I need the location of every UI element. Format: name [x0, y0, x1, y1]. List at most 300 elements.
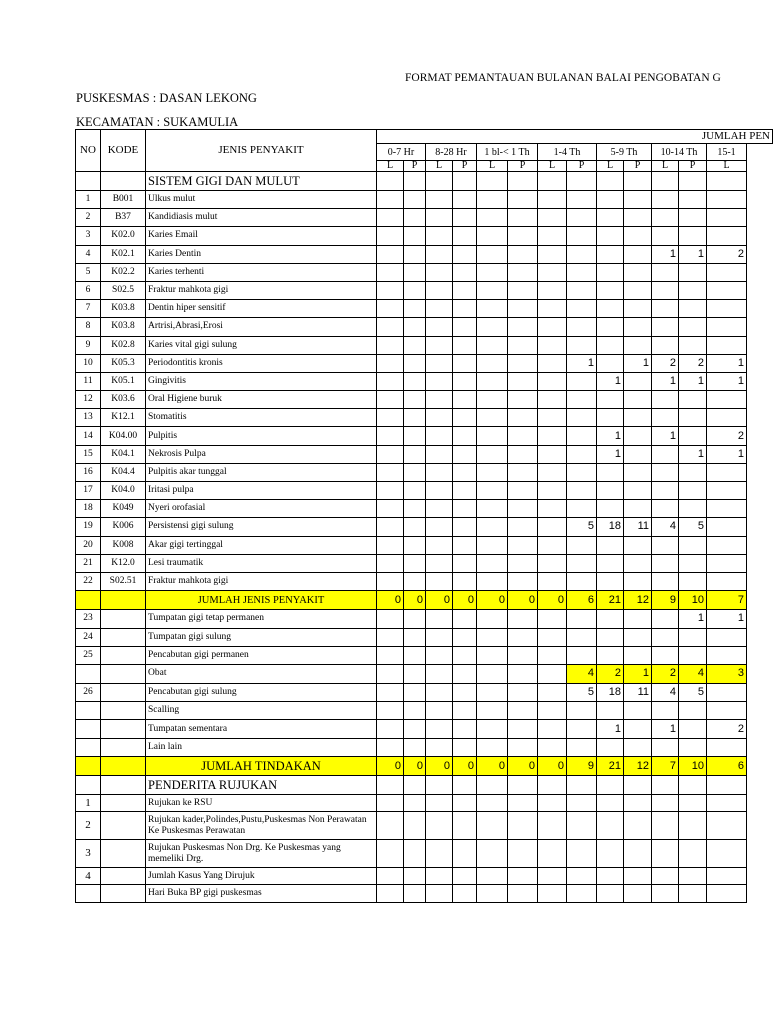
value-cell	[477, 191, 508, 209]
value-cell	[477, 554, 508, 572]
value-cell	[679, 336, 707, 354]
value-cell	[652, 227, 679, 245]
empty-cell	[101, 720, 146, 738]
row-no: 12	[76, 391, 101, 409]
disease-row	[76, 445, 773, 463]
value-cell	[679, 172, 707, 191]
value-cell	[477, 263, 508, 281]
value-cell: 0	[538, 591, 567, 610]
value-cell	[624, 738, 652, 756]
value-cell	[453, 354, 477, 372]
value-cell	[707, 227, 747, 245]
value-cell: 21	[597, 591, 624, 610]
header-p: P	[679, 161, 707, 172]
value-cell: 0	[404, 591, 426, 610]
action-row	[76, 646, 773, 664]
row-name: Tumpatan gigi sulung	[146, 628, 377, 646]
value-cell	[652, 646, 679, 664]
value-cell	[404, 554, 426, 572]
disease-row	[76, 391, 773, 409]
referral-row	[76, 812, 773, 840]
value-cell: 0	[426, 757, 453, 776]
value-cell	[426, 702, 453, 720]
value-cell	[707, 191, 747, 209]
row-no: 22	[76, 572, 101, 590]
value-cell	[652, 840, 679, 868]
value-cell	[404, 812, 426, 840]
value-cell: 2	[652, 354, 679, 372]
value-cell	[597, 245, 624, 263]
value-cell	[707, 281, 747, 299]
value-cell	[652, 209, 679, 227]
value-cell	[567, 840, 597, 868]
value-cell	[477, 610, 508, 628]
value-cell: 1	[597, 427, 624, 445]
header-age-group: 15-1	[707, 144, 747, 161]
value-cell	[477, 812, 508, 840]
value-cell	[477, 427, 508, 445]
row-name: Nekrosis Pulpa	[146, 445, 377, 463]
value-cell	[377, 812, 404, 840]
row-name: Nyeri orofasial	[146, 500, 377, 518]
value-cell	[652, 172, 679, 191]
value-cell	[477, 536, 508, 554]
value-cell	[538, 610, 567, 628]
row-kode: K04.4	[101, 463, 146, 481]
row-kode: K008	[101, 536, 146, 554]
value-cell	[453, 795, 477, 812]
value-cell: 0	[453, 757, 477, 776]
value-cell	[508, 738, 538, 756]
value-cell	[624, 463, 652, 481]
disease-row	[76, 409, 773, 427]
value-cell	[404, 702, 426, 720]
value-cell	[404, 665, 426, 683]
value-cell	[707, 554, 747, 572]
value-cell	[624, 720, 652, 738]
empty-cell	[101, 591, 146, 610]
value-cell	[567, 263, 597, 281]
value-cell	[377, 227, 404, 245]
value-cell	[426, 840, 453, 868]
value-cell	[453, 391, 477, 409]
disease-row	[76, 281, 773, 299]
value-cell	[508, 840, 538, 868]
value-cell	[652, 554, 679, 572]
value-cell	[707, 463, 747, 481]
empty-cell	[101, 610, 146, 628]
value-cell	[426, 776, 453, 795]
row-name: Gingivitis	[146, 372, 377, 390]
row-kode: B001	[101, 191, 146, 209]
value-cell	[624, 628, 652, 646]
value-cell	[377, 336, 404, 354]
value-cell	[567, 409, 597, 427]
header-jumlah: JUMLAH PEN	[377, 130, 773, 144]
value-cell	[477, 776, 508, 795]
value-cell	[624, 776, 652, 795]
value-cell	[404, 628, 426, 646]
action-row	[76, 738, 773, 756]
value-cell	[567, 482, 597, 500]
empty-cell	[101, 812, 146, 840]
value-cell: 18	[597, 518, 624, 536]
disease-row	[76, 536, 773, 554]
value-cell	[624, 554, 652, 572]
value-cell	[567, 300, 597, 318]
value-cell	[679, 776, 707, 795]
value-cell	[426, 683, 453, 701]
value-cell	[597, 776, 624, 795]
value-cell	[538, 776, 567, 795]
value-cell	[538, 263, 567, 281]
value-cell	[624, 372, 652, 390]
value-cell	[508, 683, 538, 701]
referral-row	[76, 795, 773, 812]
value-cell: 0	[426, 591, 453, 610]
value-cell	[377, 646, 404, 664]
value-cell	[477, 372, 508, 390]
value-cell	[538, 318, 567, 336]
value-cell	[652, 281, 679, 299]
value-cell	[597, 554, 624, 572]
value-cell	[538, 372, 567, 390]
value-cell	[477, 720, 508, 738]
row-name: Hari Buka BP gigi puskesmas	[146, 885, 377, 903]
row-name: Karies vital gigi sulung	[146, 336, 377, 354]
value-cell	[679, 628, 707, 646]
disease-row	[76, 336, 773, 354]
value-cell	[508, 336, 538, 354]
value-cell: 0	[477, 757, 508, 776]
value-cell	[679, 840, 707, 868]
value-cell	[597, 172, 624, 191]
value-cell	[652, 795, 679, 812]
header-p: P	[508, 161, 538, 172]
value-cell	[597, 482, 624, 500]
header-l: L	[477, 161, 508, 172]
value-cell	[707, 776, 747, 795]
row-kode: K05.1	[101, 372, 146, 390]
value-cell	[426, 885, 453, 903]
value-cell	[707, 172, 747, 191]
value-cell	[404, 840, 426, 868]
row-name: Dentin hiper sensitif	[146, 300, 377, 318]
value-cell	[652, 812, 679, 840]
value-cell	[538, 427, 567, 445]
value-cell	[538, 445, 567, 463]
section-row	[76, 172, 773, 191]
value-cell	[426, 463, 453, 481]
value-cell	[679, 868, 707, 885]
value-cell	[624, 336, 652, 354]
action-row	[76, 610, 773, 628]
value-cell	[377, 885, 404, 903]
report-table-viewport	[75, 129, 770, 925]
row-name: Fraktur mahkota gigi	[146, 281, 377, 299]
value-cell	[453, 281, 477, 299]
value-cell	[538, 738, 567, 756]
value-cell	[404, 646, 426, 664]
value-cell	[453, 536, 477, 554]
value-cell	[652, 463, 679, 481]
value-cell: 0	[477, 591, 508, 610]
value-cell	[624, 868, 652, 885]
value-cell	[538, 482, 567, 500]
value-cell	[426, 628, 453, 646]
value-cell	[679, 885, 707, 903]
value-cell	[707, 572, 747, 590]
value-cell	[679, 738, 707, 756]
value-cell	[679, 409, 707, 427]
value-cell	[707, 683, 747, 701]
value-cell	[538, 840, 567, 868]
value-cell: 1	[652, 372, 679, 390]
row-name: Rujukan ke RSU	[146, 795, 377, 812]
value-cell	[404, 720, 426, 738]
row-no: 11	[76, 372, 101, 390]
value-cell	[426, 427, 453, 445]
value-cell	[567, 227, 597, 245]
value-cell	[652, 409, 679, 427]
value-cell	[453, 554, 477, 572]
value-cell	[624, 245, 652, 263]
value-cell	[377, 683, 404, 701]
value-cell: 1	[624, 665, 652, 683]
value-cell: 1	[707, 354, 747, 372]
value-cell	[567, 795, 597, 812]
value-cell	[477, 572, 508, 590]
value-cell: 2	[707, 427, 747, 445]
value-cell: 1	[624, 354, 652, 372]
value-cell: 0	[508, 591, 538, 610]
value-cell	[404, 445, 426, 463]
value-cell	[453, 665, 477, 683]
value-cell	[707, 868, 747, 885]
value-cell	[377, 281, 404, 299]
value-cell	[567, 500, 597, 518]
value-cell	[453, 720, 477, 738]
value-cell	[508, 572, 538, 590]
value-cell	[538, 209, 567, 227]
row-no: 9	[76, 336, 101, 354]
value-cell	[597, 191, 624, 209]
value-cell	[652, 536, 679, 554]
value-cell	[652, 300, 679, 318]
value-cell	[624, 646, 652, 664]
row-kode: K04.00	[101, 427, 146, 445]
value-cell	[453, 646, 477, 664]
value-cell: 7	[707, 591, 747, 610]
row-name: Rujukan Puskesmas Non Drg. Ke Puskesmas yang memeliki Drg.	[146, 840, 377, 868]
value-cell	[477, 628, 508, 646]
header-age-group: 8-28 Hr	[426, 144, 477, 161]
value-cell	[404, 336, 426, 354]
value-cell	[538, 391, 567, 409]
value-cell	[377, 445, 404, 463]
value-cell	[404, 191, 426, 209]
value-cell	[679, 227, 707, 245]
value-cell	[597, 628, 624, 646]
row-no: 10	[76, 354, 101, 372]
value-cell	[538, 336, 567, 354]
value-cell	[453, 885, 477, 903]
header-l: L	[597, 161, 624, 172]
value-cell	[624, 482, 652, 500]
row-name: Iritasi pulpa	[146, 482, 377, 500]
value-cell	[679, 812, 707, 840]
disease-row	[76, 463, 773, 481]
value-cell	[404, 172, 426, 191]
value-cell: 1	[597, 372, 624, 390]
value-cell: 9	[567, 757, 597, 776]
empty-cell	[101, 885, 146, 903]
row-name: Lain lain	[146, 738, 377, 756]
row-no: 13	[76, 409, 101, 427]
value-cell	[377, 554, 404, 572]
disease-row	[76, 572, 773, 590]
value-cell	[624, 840, 652, 868]
value-cell	[377, 354, 404, 372]
row-name: Karies Dentin	[146, 245, 377, 263]
value-cell: 1	[652, 427, 679, 445]
value-cell	[508, 281, 538, 299]
value-cell	[377, 209, 404, 227]
header-p: P	[453, 161, 477, 172]
value-cell	[597, 795, 624, 812]
value-cell	[624, 427, 652, 445]
value-cell	[477, 172, 508, 191]
value-cell	[453, 738, 477, 756]
value-cell	[567, 702, 597, 720]
value-cell	[508, 665, 538, 683]
value-cell	[624, 209, 652, 227]
value-cell: 5	[567, 518, 597, 536]
row-name: Karies Email	[146, 227, 377, 245]
value-cell	[652, 885, 679, 903]
value-cell	[597, 840, 624, 868]
value-cell	[679, 720, 707, 738]
value-cell: 2	[707, 720, 747, 738]
value-cell	[508, 885, 538, 903]
disease-row	[76, 227, 773, 245]
row-no: 25	[76, 646, 101, 664]
value-cell	[426, 572, 453, 590]
value-cell	[567, 427, 597, 445]
value-cell: 1	[597, 445, 624, 463]
value-cell	[508, 245, 538, 263]
value-cell	[679, 318, 707, 336]
empty-cell	[76, 757, 101, 776]
empty-cell	[101, 702, 146, 720]
header-l: L	[707, 161, 747, 172]
value-cell	[453, 500, 477, 518]
row-name: Tumpatan sementara	[146, 720, 377, 738]
value-cell	[377, 536, 404, 554]
value-cell: 4	[679, 665, 707, 683]
value-cell	[453, 427, 477, 445]
value-cell	[477, 445, 508, 463]
value-cell	[453, 336, 477, 354]
row-no: 16	[76, 463, 101, 481]
value-cell	[707, 840, 747, 868]
row-no: 3	[76, 840, 101, 868]
header-age-group: 0-7 Hr	[377, 144, 426, 161]
row-no	[76, 738, 101, 756]
value-cell	[426, 795, 453, 812]
value-cell	[404, 683, 426, 701]
value-cell	[508, 518, 538, 536]
value-cell	[597, 738, 624, 756]
value-cell	[538, 191, 567, 209]
value-cell	[567, 391, 597, 409]
value-cell	[377, 318, 404, 336]
empty-cell	[101, 738, 146, 756]
value-cell: 5	[567, 683, 597, 701]
value-cell	[679, 281, 707, 299]
header-l: L	[652, 161, 679, 172]
value-cell	[477, 840, 508, 868]
row-name: Periodontitis kronis	[146, 354, 377, 372]
value-cell	[508, 463, 538, 481]
value-cell: 21	[597, 757, 624, 776]
header-jenis-penyakit: JENIS PENYAKIT	[146, 130, 377, 172]
value-cell	[404, 300, 426, 318]
table-body	[76, 130, 773, 903]
value-cell	[377, 518, 404, 536]
disease-row	[76, 300, 773, 318]
referral-row	[76, 840, 773, 868]
total-diseases-row	[76, 591, 773, 610]
value-cell	[538, 628, 567, 646]
value-cell	[538, 409, 567, 427]
value-cell	[404, 372, 426, 390]
value-cell	[679, 191, 707, 209]
row-kode: K04.0	[101, 482, 146, 500]
value-cell	[567, 738, 597, 756]
value-cell	[508, 445, 538, 463]
value-cell	[679, 427, 707, 445]
value-cell: 0	[377, 757, 404, 776]
value-cell: 1	[707, 445, 747, 463]
value-cell	[377, 795, 404, 812]
value-cell	[707, 482, 747, 500]
value-cell	[624, 300, 652, 318]
value-cell	[508, 795, 538, 812]
header-age-group: 1-4 Th	[538, 144, 597, 161]
value-cell: 1	[597, 720, 624, 738]
row-kode: K04.1	[101, 445, 146, 463]
row-no: 26	[76, 683, 101, 701]
value-cell: 4	[567, 665, 597, 683]
value-cell	[567, 281, 597, 299]
value-cell	[377, 702, 404, 720]
row-no: 1	[76, 795, 101, 812]
value-cell	[477, 646, 508, 664]
value-cell	[404, 738, 426, 756]
value-cell	[377, 482, 404, 500]
value-cell	[567, 536, 597, 554]
row-no: 6	[76, 281, 101, 299]
value-cell	[508, 427, 538, 445]
row-kode: K03.8	[101, 300, 146, 318]
value-cell	[426, 336, 453, 354]
row-kode: K12.0	[101, 554, 146, 572]
value-cell	[624, 812, 652, 840]
value-cell	[377, 665, 404, 683]
value-cell	[477, 665, 508, 683]
value-cell	[538, 172, 567, 191]
